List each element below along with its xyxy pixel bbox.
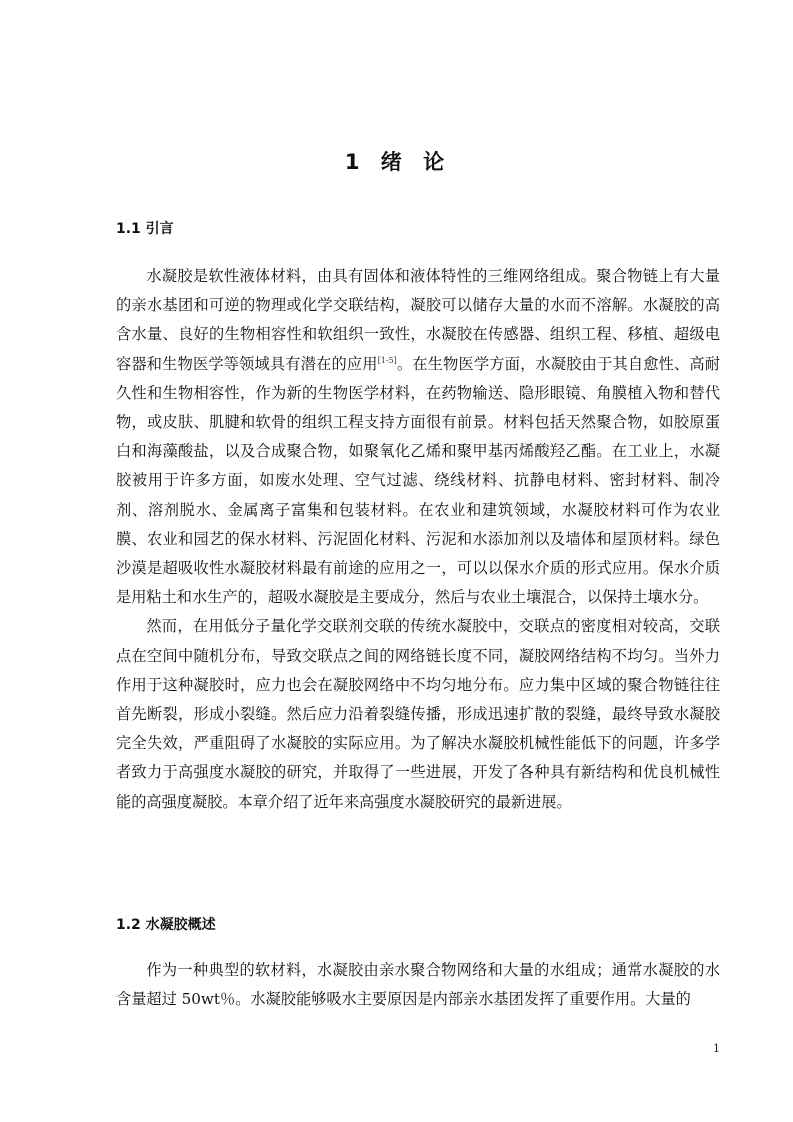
paragraph bbox=[116, 262, 720, 612]
paragraph-text: 。在生物医学方面，水凝胶由于其自愈性、高耐久性和生物相容性，作为新的生物医学材料，在药物输送、隐形眼镜、角膜植入物和替代物，或皮肤、肌腱和软骨的组织工程支持方面很有前景。材料包括天然聚合物，如胶原蛋白和海藻酸盐，以及合成聚合物，如聚氧化乙烯和聚甲基丙烯酸羟乙酯。在工业上，水凝胶被用于许多方面，如废水处理、空气过滤、绕线材料、抗静电材料、密封材料、制冷剂、溶剂脱水、金属离子富集和包装材料。在农业和建筑领域，水凝胶材料可作为农业膜、农业和园艺的保水材料、污泥固化材料、污泥和水添加剂以及墙体和屋顶材料。绿色沙漠是超吸收性水凝胶材料最有前途的应用之一，可以以保水介质的形式应用。保水介质是用粘土和水生产的，超吸水凝胶是主要成分，然后与农业土壤混合，以保持土壤水分。 bbox=[116, 354, 721, 607]
section-body-hydrogel-overview bbox=[116, 956, 720, 1014]
chapter-title: 1 绪 论 bbox=[344, 150, 449, 174]
section-heading-hydrogel-overview: 1.2 水凝胶概述 bbox=[116, 917, 216, 933]
paragraph-text: 水凝胶是软性液体材料，由具有固体和液体特性的三维网络组成。聚合物链上有大量的亲水基团和可逆的物理或化学交联结构，凝胶可以储存大量的水而不溶解。水凝胶的高含水量、良好的生物相容性和软组织一致性，水凝胶在传感器、组织工程、移植、超级电容器和生物医学等领域具有潜在的应用 bbox=[116, 267, 720, 373]
citation-marker: [1-5] bbox=[377, 355, 397, 365]
section-heading-introduction: 1.1 引言 bbox=[116, 221, 174, 237]
paragraph: 然而，在用低分子量化学交联剂交联的传统水凝胶中，交联点的密度相对较高，交联点在空间中随机分布，导致交联点之间的网络链长度不同，凝胶网络结构不均匀。当外力作用于这种凝胶时，应力也会在凝胶网络中不均匀地分布。应力集中区域的聚合物链往往首先断裂，形成小裂缝。然后应力沿着裂缝传播，形成迅速扩散的裂缝，最终导致水凝胶完全失效，严重阻碍了水凝胶的实际应用。为了解决水凝胶机械性能低下的问题，许多学者致力于高强度水凝胶的研究，并取得了一些进展，开发了各种具有新结构和优良机械性能的高强度凝胶。本章介绍了近年来高强度水凝胶研究的最新进展。 bbox=[116, 617, 720, 811]
section-body-introduction bbox=[116, 262, 720, 817]
paragraph: 作为一种典型的软材料，水凝胶由亲水聚合物网络和大量的水组成；通常水凝胶的水含量超过 50wt％。水凝胶能够吸水主要原因是内部亲水基团发挥了重要作用。大量的 bbox=[116, 961, 720, 1009]
page-number: 1 bbox=[713, 1042, 720, 1055]
